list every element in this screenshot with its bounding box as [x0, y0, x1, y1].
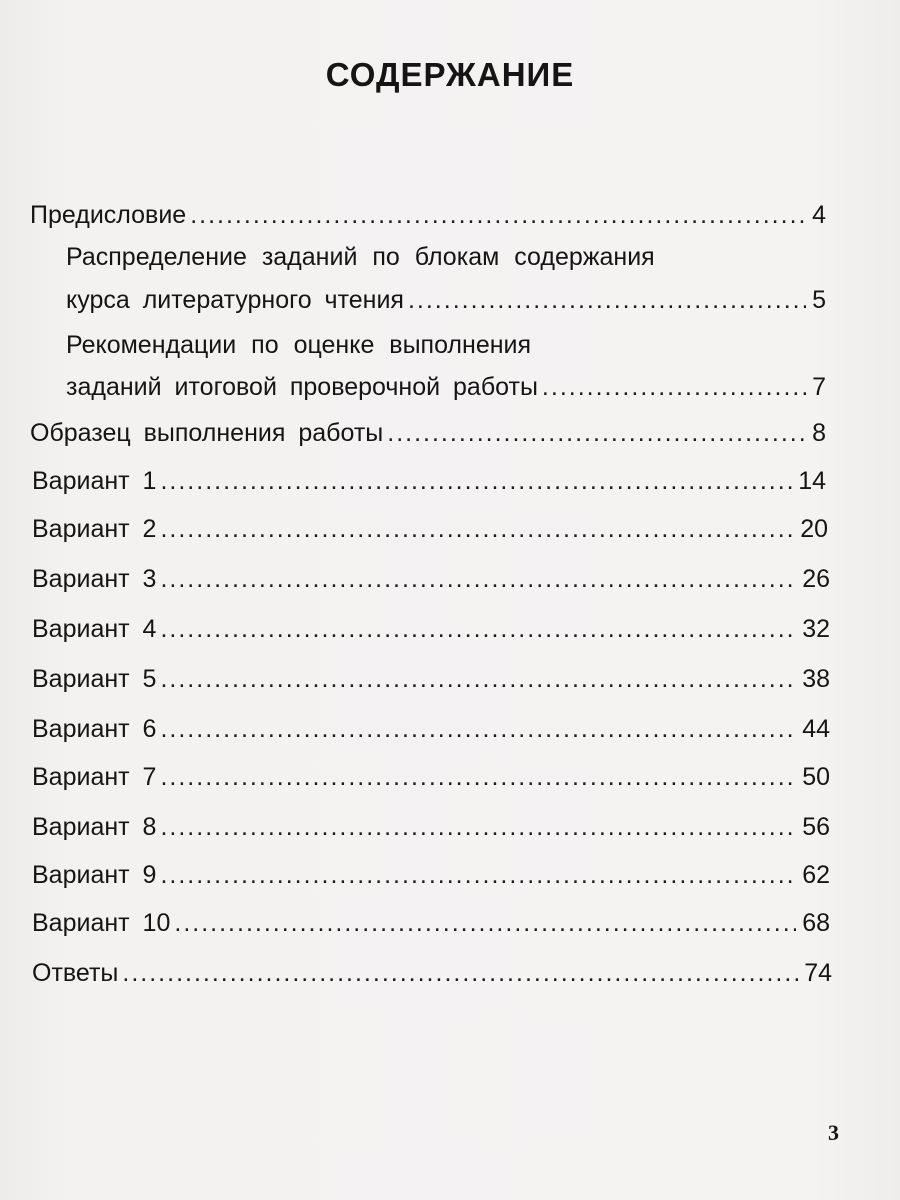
toc-page-number: 26: [802, 565, 830, 593]
toc-entry-variant: [32, 514, 828, 544]
toc-entry-variant: [32, 466, 826, 496]
toc-dot-leader: [160, 714, 796, 744]
toc-entry-variant: [32, 908, 830, 938]
toc-entry-label: Вариант 5: [32, 665, 157, 693]
toc-entry-label: Образец выполнения работы: [30, 419, 384, 447]
toc-dot-leader: [160, 812, 796, 842]
toc-page-number: 14: [798, 467, 826, 495]
toc-entry-sample: [30, 418, 826, 448]
toc-page-number: 62: [802, 861, 830, 889]
toc-page-number: 38: [802, 665, 830, 693]
toc-page-number: 20: [800, 515, 828, 543]
toc-page-number: 68: [802, 909, 830, 937]
toc-entry-variant: [32, 860, 830, 890]
toc-entry-label: Вариант 10: [32, 909, 171, 937]
toc-entry-label: Вариант 8: [32, 813, 157, 841]
toc-page-number: 50: [802, 763, 830, 791]
toc-page-number: 7: [812, 373, 826, 401]
toc-entry-distribution-line1: Распределение заданий по блокам содержания: [66, 243, 655, 271]
toc-dot-leader: [160, 614, 796, 644]
toc-entry-label: Предисловие: [30, 201, 187, 229]
toc-dot-leader: [160, 860, 796, 890]
toc-dot-leader: [408, 285, 806, 315]
toc-entry-label: Вариант 3: [32, 565, 157, 593]
toc-page-number: 32: [802, 615, 830, 643]
toc-entry-answers: [32, 958, 832, 988]
toc-page-number: 44: [802, 715, 830, 743]
toc-page-number: 4: [812, 201, 826, 229]
toc-entry-variant: [32, 714, 830, 744]
toc-page-number: 56: [802, 813, 830, 841]
toc-dot-leader: [160, 564, 796, 594]
toc-entry-label: курса литературного чтения: [66, 286, 404, 314]
toc-entry-label: Вариант 6: [32, 715, 157, 743]
toc-dot-leader: [160, 466, 792, 496]
toc-page-number: 8: [812, 419, 826, 447]
toc-dot-leader: [122, 958, 798, 988]
toc-entry-variant: [32, 664, 830, 694]
toc-entry-recommendations: [66, 372, 826, 402]
page-title: СОДЕРЖАНИЕ: [325, 56, 575, 93]
toc-page-number: 74: [804, 959, 832, 987]
toc-entry-variant: [32, 812, 830, 842]
toc-dot-leader: [542, 372, 806, 402]
toc-entry-label: Вариант 1: [32, 467, 157, 495]
toc-entry-label: Ответы: [32, 959, 119, 987]
toc-dot-leader: [174, 908, 796, 938]
toc-page-number: 5: [812, 286, 826, 314]
toc-dot-leader: [160, 514, 794, 544]
toc-entry-variant: [32, 762, 830, 792]
toc-entry-variant: [32, 614, 830, 644]
page-number: 3: [828, 1120, 839, 1145]
toc-dot-leader: [160, 762, 796, 792]
toc-dot-leader: [387, 418, 806, 448]
toc-entry-label: Вариант 9: [32, 861, 157, 889]
toc-entry-variant: [32, 564, 830, 594]
toc-entry-distribution: [66, 285, 826, 315]
toc-entry-label: Вариант 2: [32, 515, 157, 543]
toc-entry-label: заданий итоговой проверочной работы: [66, 373, 538, 401]
toc-entry-label: Вариант 7: [32, 763, 157, 791]
toc-entry-recommendations-line1: Рекомендации по оценке выполнения: [66, 331, 532, 359]
toc-entry-label: Вариант 4: [32, 615, 157, 643]
toc-dot-leader: [160, 664, 796, 694]
toc-entry-preface: [30, 200, 826, 230]
toc-dot-leader: [190, 200, 806, 230]
